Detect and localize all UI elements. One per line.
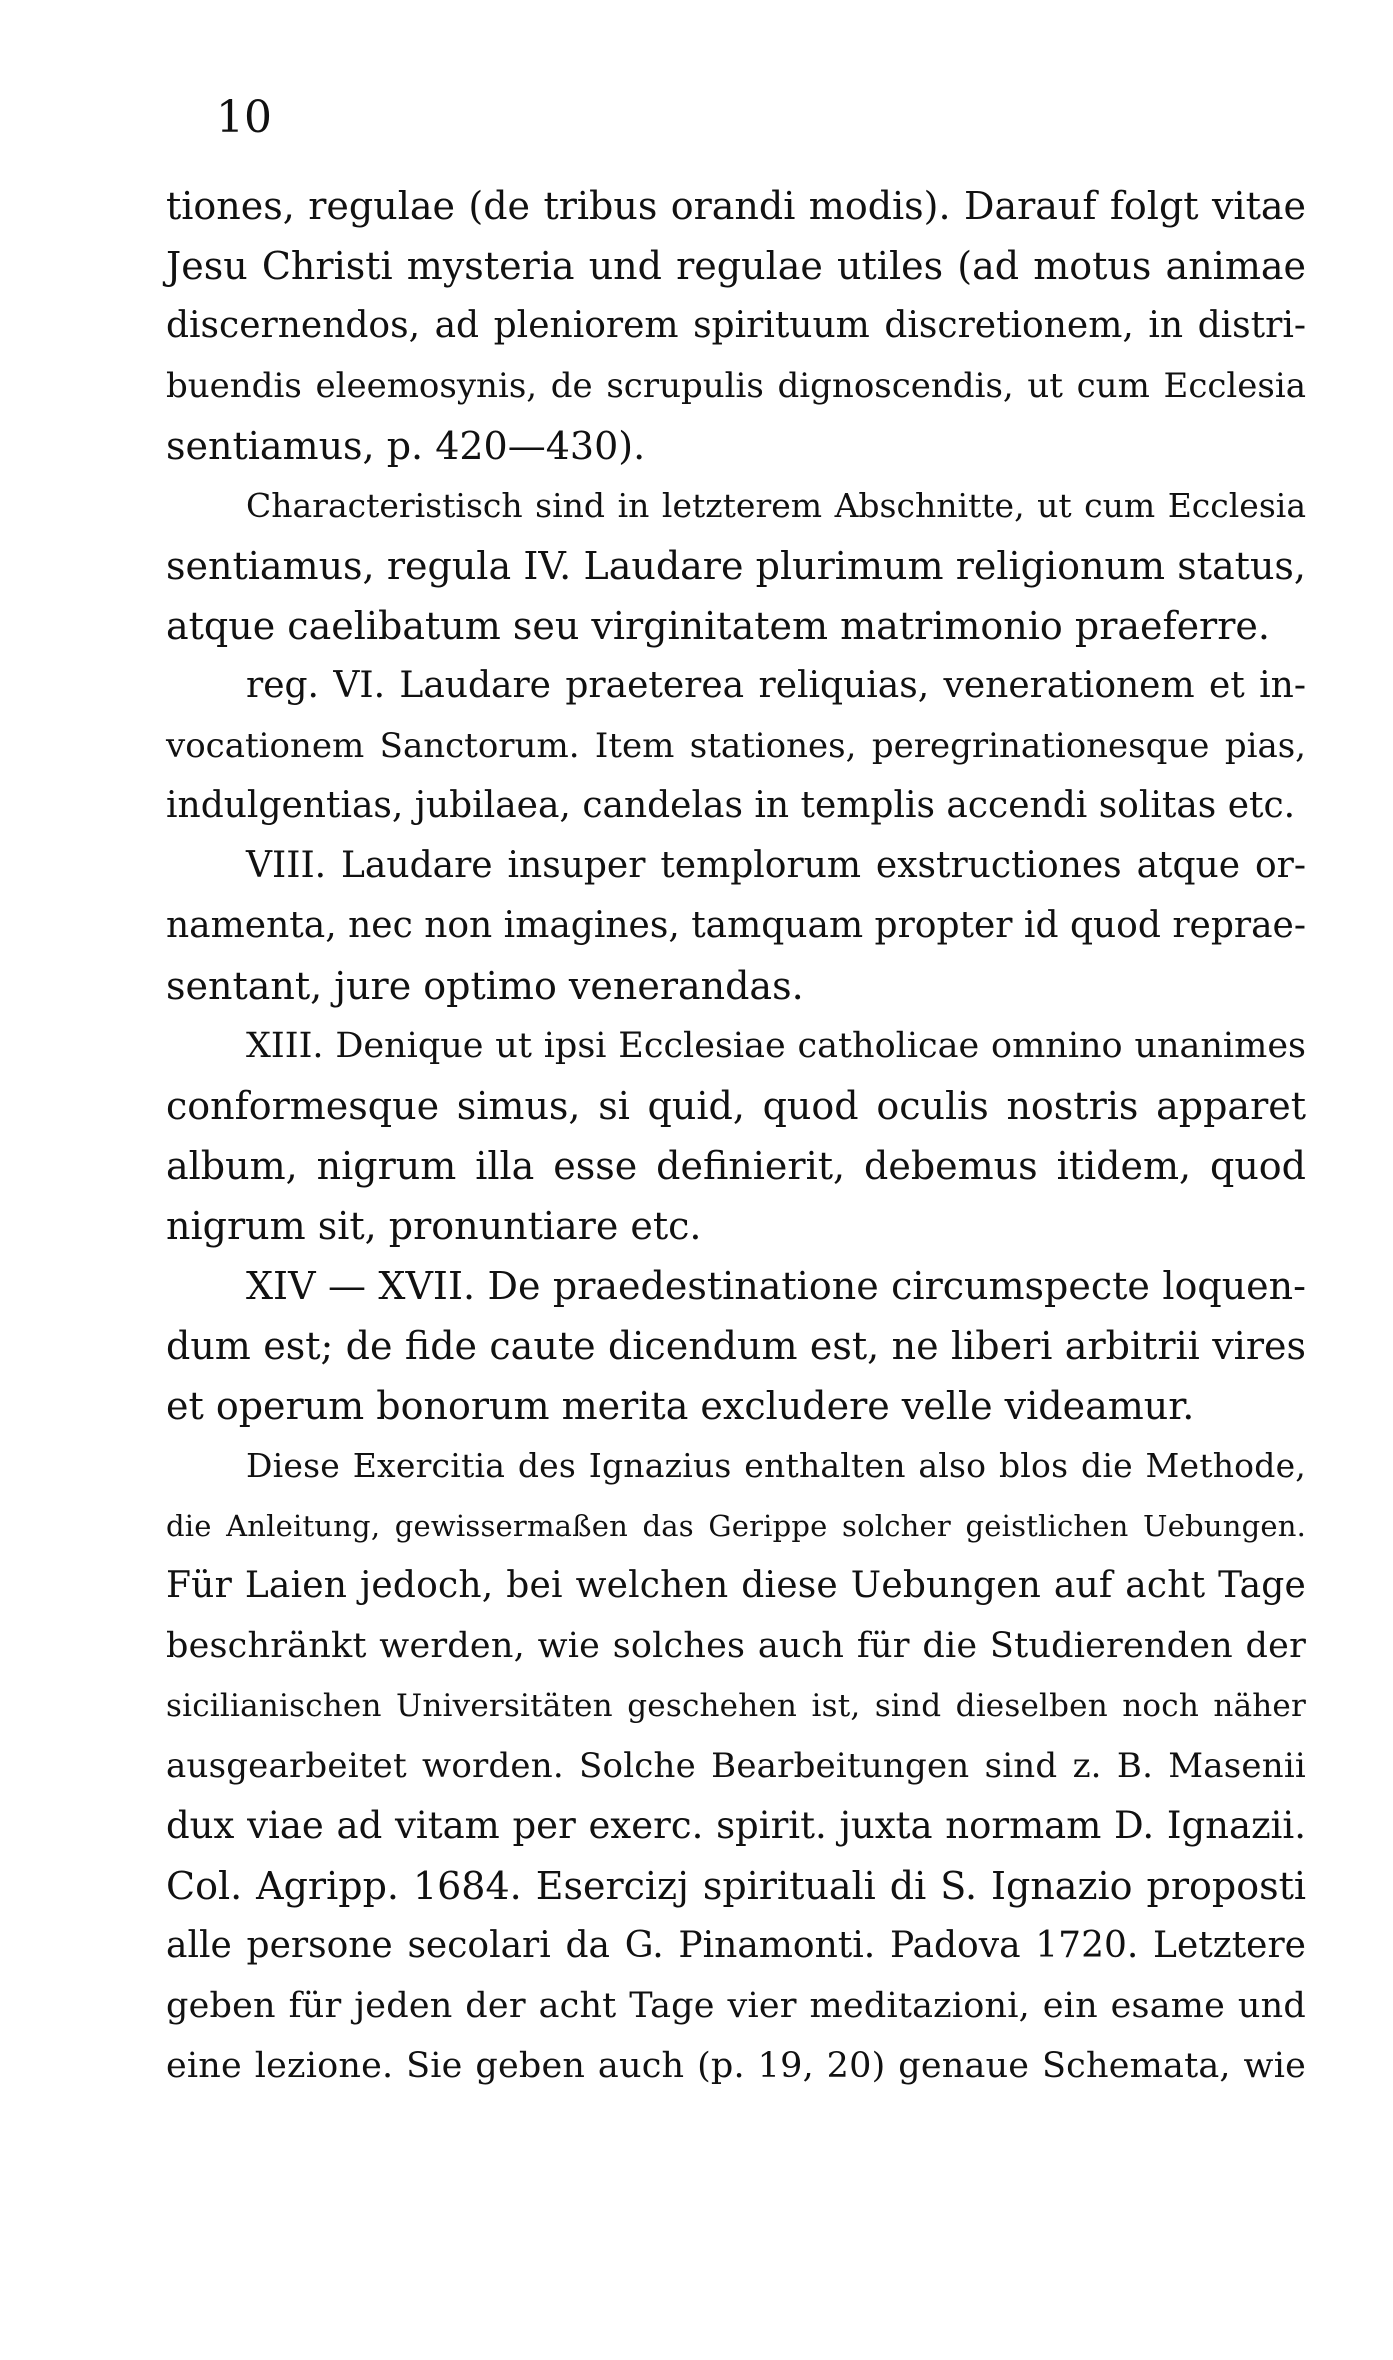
text-line: conformesque simus, si quid, quod oculis nostris apparet [166,1084,1306,1128]
text-line: Jesu Christi mysteria und regulae utiles (ad motus animae [166,244,1306,288]
text-line: sicilianischen Universitäten geschehen ist, sind dieselben noch näher [166,1688,1306,1724]
text-line: geben für jeden der acht Tage vier meditazioni, ein esame und [166,1986,1306,2026]
text-line: alle persone secolari da G. Pinamonti. Padova 1720. Letztere [166,1925,1306,1966]
text-line: dux viae ad vitam per exerc. spirit. juxta normam D. Ignazii. [166,1804,1306,1847]
text-line: die Anleitung, gewissermaßen das Gerippe solcher geistlichen Uebungen. [166,1509,1306,1543]
text-line: VIII. Laudare insuper templorum exstructiones atque or- [246,845,1306,886]
text-line: beschränkt werden, wie solches auch für die Studierenden der [166,1626,1306,1666]
text-line: reg. VI. Laudare praeterea reliquias, venerationem et in- [246,665,1306,706]
text-line: indulgentias, jubilaea, candelas in templis accendi solitas etc. [166,785,1296,826]
text-line: sentant, jure optimo venerandas. [166,964,804,1008]
text-line: eine lezione. Sie geben auch (p. 19, 20) genaue Schemata, wie [166,2046,1306,2086]
text-line: buendis eleemosynis, de scrupulis dignoscendis, ut cum Ecclesia [166,366,1306,406]
text-line: sentiamus, p. 420—430). [166,424,646,468]
text-line: Col. Agripp. 1684. Esercizj spirituali di S. Ignazio proposti [166,1864,1306,1908]
text-line: sentiamus, regula IV. Laudare plurimum religionum status, [166,544,1306,588]
text-line: et operum bonorum merita excludere velle videamur. [166,1384,1195,1428]
text-line: vocationem Sanctorum. Item stationes, peregrinationesque pias, [166,726,1306,766]
text-line: Diese Exercitia des Ignazius enthalten also blos die Methode, [246,1446,1306,1485]
text-line: namenta, nec non imagines, tamquam propter id quod reprae- [166,905,1307,946]
text-line: nigrum sit, pronuntiare etc. [166,1204,702,1248]
page-number: 10 [216,92,272,143]
text-line: XIV — XVII. De praedestinatione circumspecte loquen- [246,1264,1306,1308]
body-text [166,176,1306,2096]
text-line: tiones, regulae (de tribus orandi modis). Darauf folgt vitae [166,184,1306,228]
text-line: album, nigrum illa esse definierit, debemus itidem, quod [166,1144,1306,1188]
text-line: ausgearbeitet worden. Solche Bearbeitungen sind z. B. Masenii [166,1746,1306,1786]
text-line: atque caelibatum seu virginitatem matrimonio praeferre. [166,604,1270,648]
text-line: discernendos, ad pleniorem spirituum discretionem, in distri- [166,305,1306,346]
text-line: Characteristisch sind in letzterem Abschnitte, ut cum Ecclesia [246,486,1306,525]
text-line: Für Laien jedoch, bei welchen diese Uebungen auf acht Tage [166,1565,1306,1606]
text-line: XIII. Denique ut ipsi Ecclesiae catholicae omnino unanimes [246,1026,1306,1066]
text-line: dum est; de fide caute dicendum est, ne liberi arbitrii vires [166,1324,1306,1368]
